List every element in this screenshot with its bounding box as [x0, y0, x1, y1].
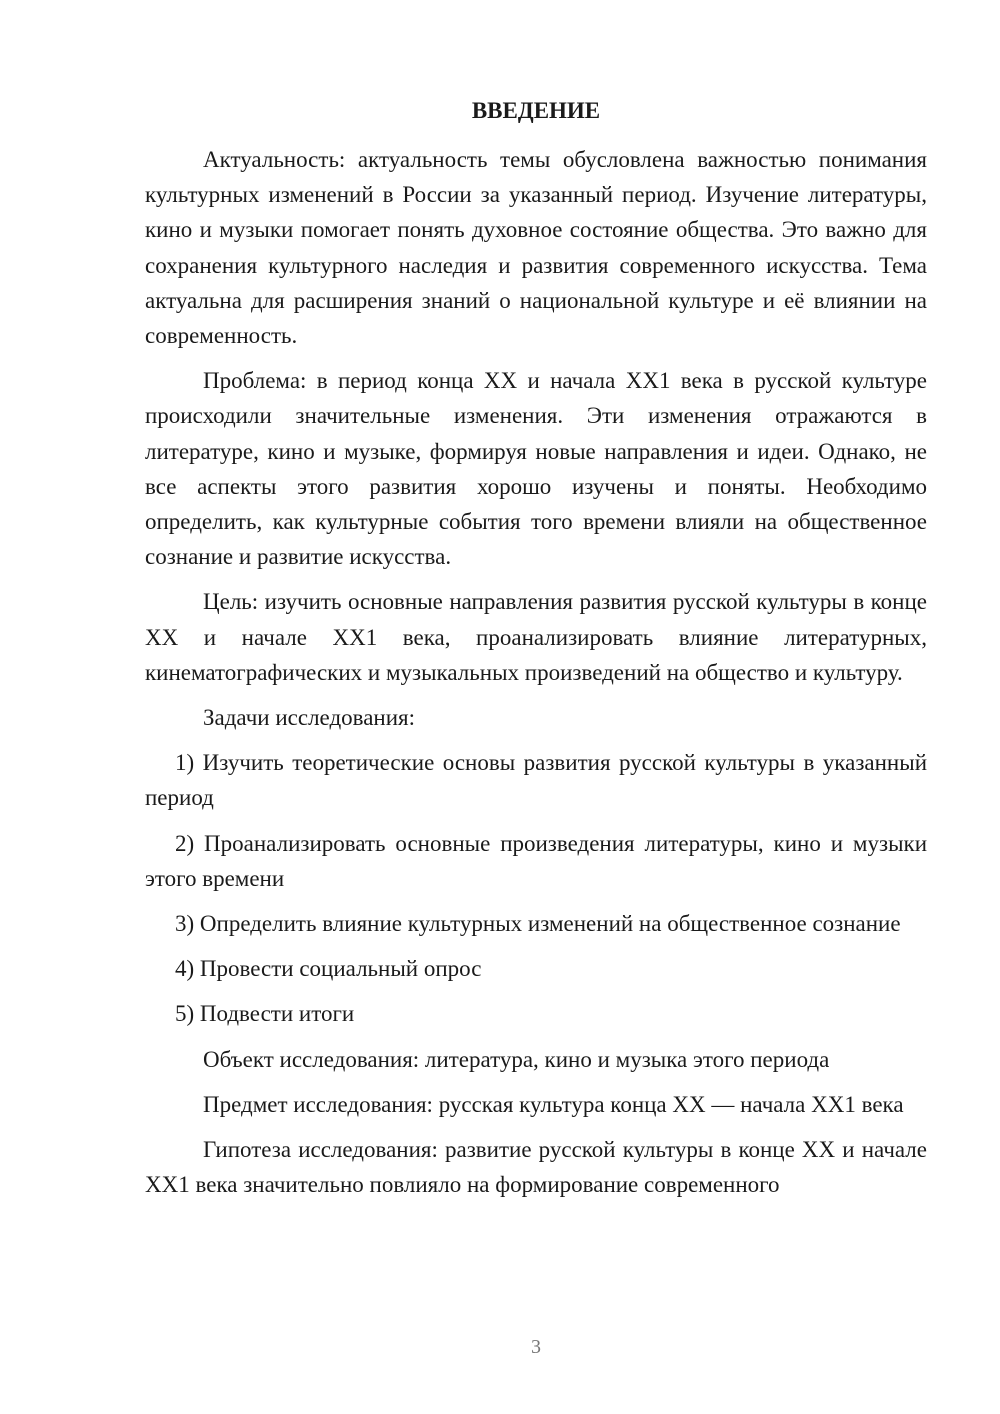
- list-item-task-1: 1) Изучить теоретические основы развития русской культуры в указанный период: [145, 750, 927, 811]
- paragraph-subject: Предмет исследования: русская культура конца XX — начала XX1 века: [203, 1091, 904, 1117]
- paragraph-object: Объект исследования: литература, кино и музыка этого периода: [203, 1046, 830, 1072]
- list-item-task-2: 2) Проанализировать основные произведения литературы, кино и музыки этого времени: [145, 830, 927, 891]
- paragraph-relevance: Актуальность: актуальность темы обусловлена важностью понимания культурных изменений в России за указанный период. Изучение литературы, кино и музыки помогает понять духовное состояние общества. Это важно для сохранения культурного наследия и развития современного искусства. Тема актуальна для расширения знаний о национальной культуре и её влиянии на современность.: [145, 147, 927, 349]
- paragraph-problem: Проблема: в период конца XX и начала XX1 века в русской культуре происходили значительные изменения. Эти изменения отражаются в литературе, кино и музыке, формируя новые направления и идеи. Однако, не все аспекты этого развития хорошо изучены и поняты. Необходимо определить, как культурные события того времени влияли на общественное сознание и развитие искусства.: [145, 368, 927, 570]
- list-item-task-5: 5) Подвести итоги: [175, 1001, 355, 1027]
- paragraph-goal: Цель: изучить основные направления развития русской культуры в конце XX и начале XX1 века, проанализировать влияние литературных, кинематографических и музыкальных произведений на общество и культуру.: [145, 589, 927, 685]
- list-item-task-3: 3) Определить влияние культурных изменений на общественное сознание: [175, 911, 901, 937]
- list-item-task-4: 4) Провести социальный опрос: [175, 956, 482, 982]
- section-heading: ВВЕДЕНИЕ: [471, 98, 601, 123]
- body-text: [145, 142, 927, 1202]
- paragraph-tasks-heading: Задачи исследования:: [203, 705, 416, 731]
- page-number: 3: [531, 1336, 541, 1358]
- paragraph-hypothesis: Гипотеза исследования: развитие русской культуры в конце XX и начале XX1 века значительно повлияло на формирование современного: [145, 1137, 927, 1198]
